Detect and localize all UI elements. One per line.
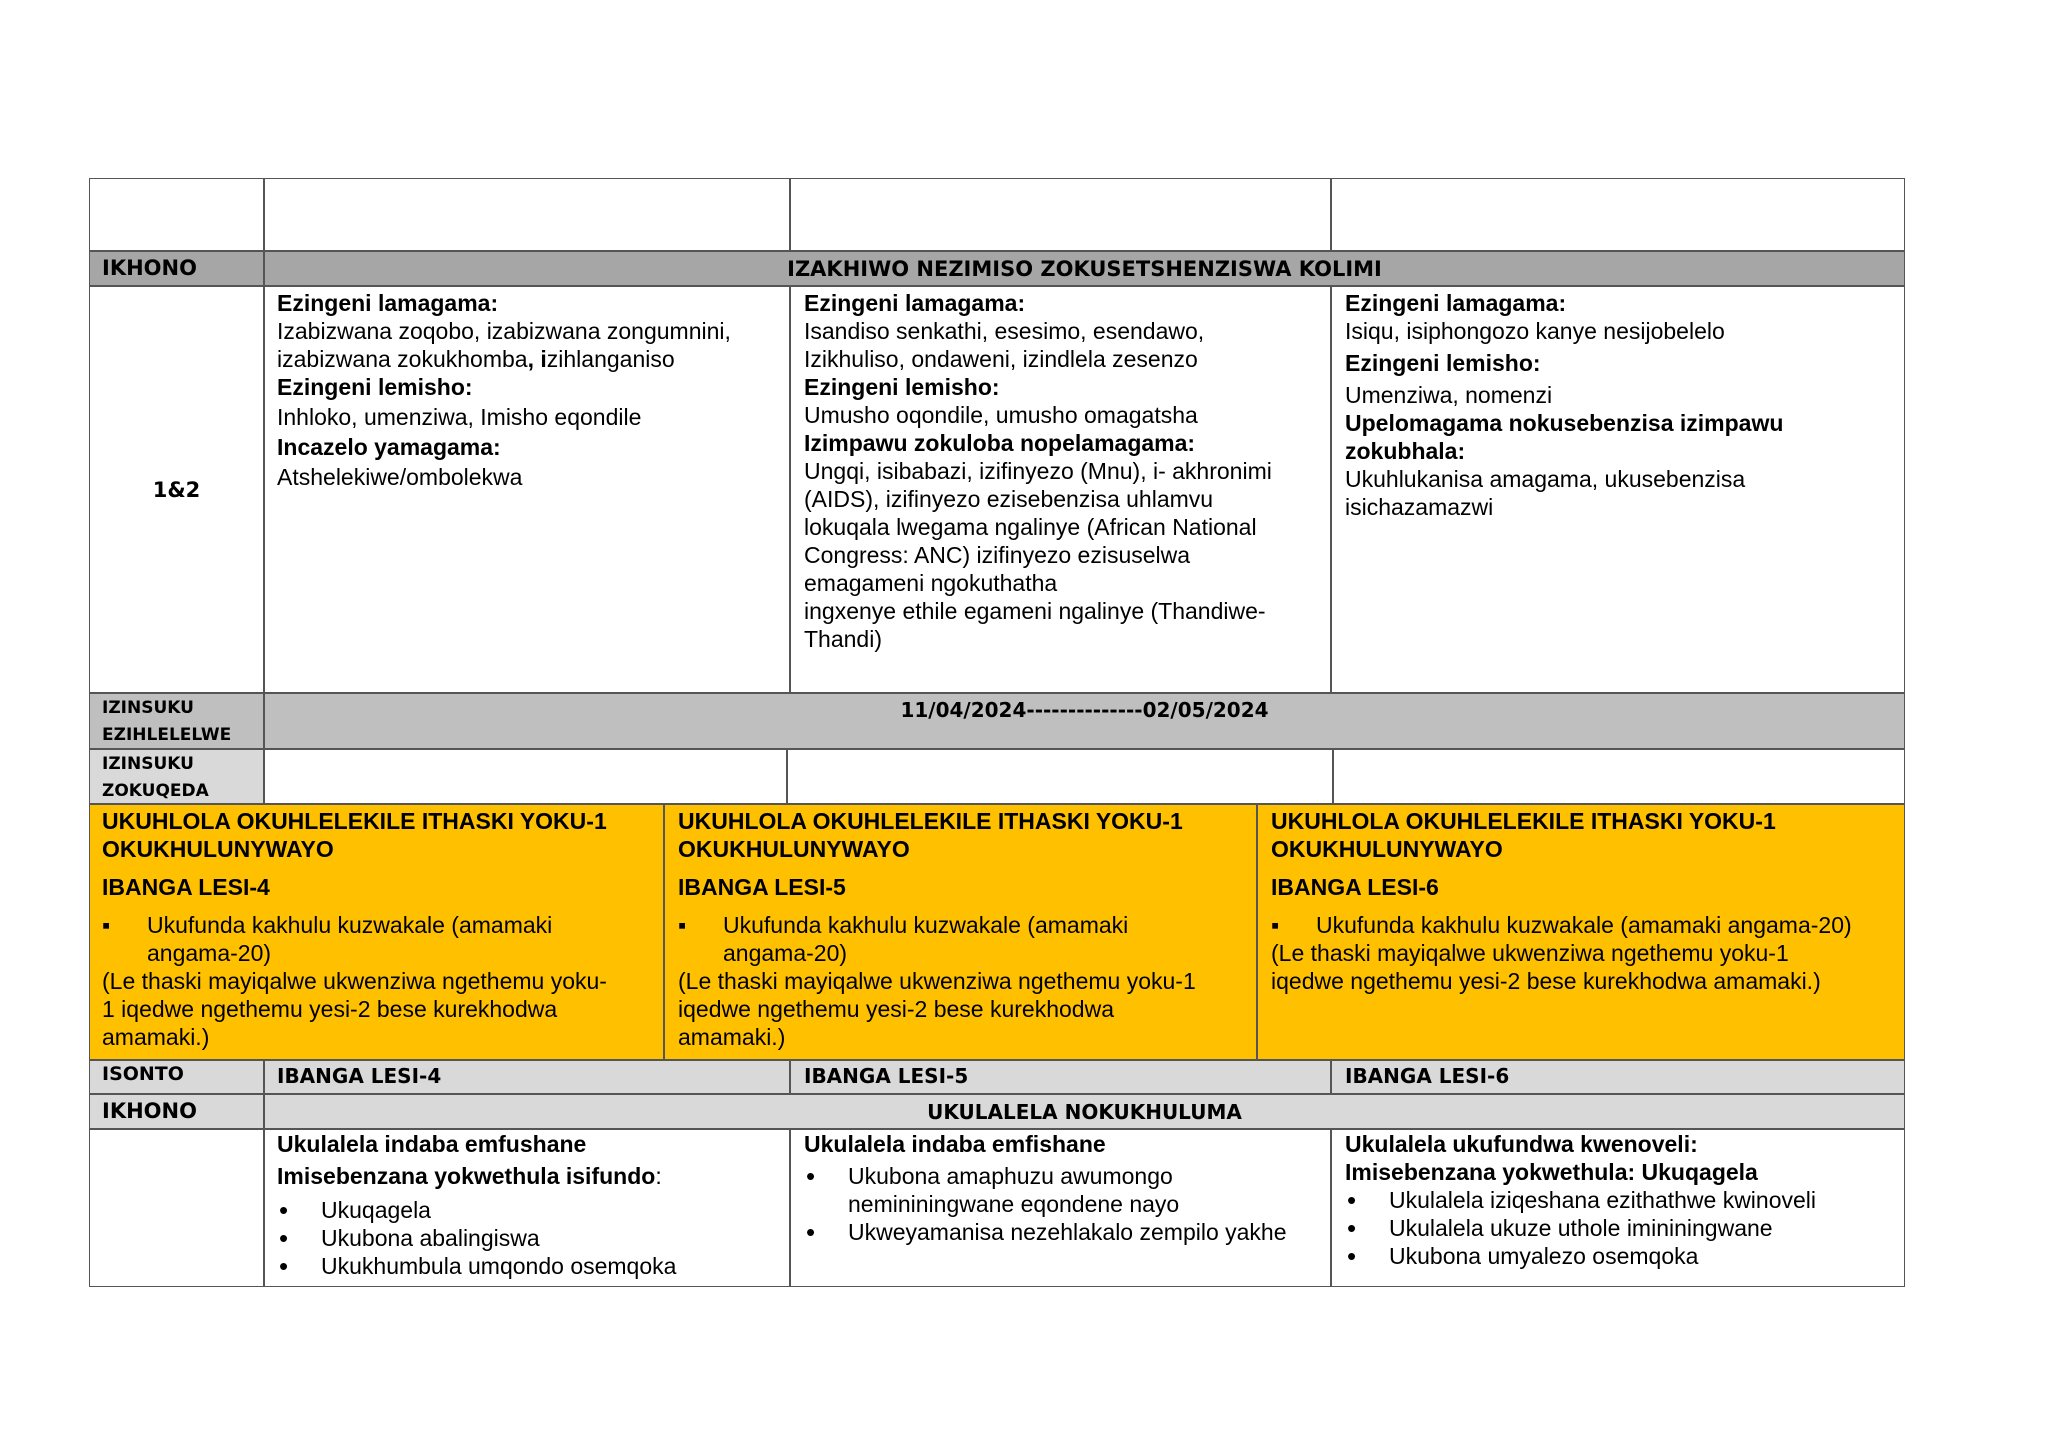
section-title-listening: UKULALELA NOKUKHULUMA (264, 1094, 1905, 1129)
body-line: Izabizwana zoqobo, izabizwana zongumnini, (277, 318, 731, 344)
assessment-note: (Le thaski mayiqalwe ukwenziwa ngethemu yoku-1 (678, 968, 1196, 994)
subheading-line (277, 1162, 777, 1190)
assessment-note: amamaki.) (678, 1024, 786, 1050)
planned-dates-value: 11/04/2024--------------02/05/2024 (264, 693, 1905, 749)
subheading: Incazelo yamagama: (277, 434, 501, 460)
assessment-task-grade4 (89, 804, 664, 1060)
empty-cell (790, 178, 1331, 251)
assessment-title: OKUKHULUNYWAYO (678, 836, 910, 862)
completion-date-cell (787, 749, 1333, 804)
assessment-bullet: ▪ Ukufunda kakhulu kuzwakale (amamaki angama-20) (1271, 911, 1891, 939)
language-structures-grade5 (790, 286, 1331, 693)
body-line: emagameni ngokuthatha (804, 570, 1058, 596)
assessment-bullet (102, 911, 651, 967)
body-line (277, 345, 777, 373)
subheading: Ukulalela indaba emfushane (277, 1131, 587, 1157)
subheading: Ukulalela ukufundwa kwenoveli: (1345, 1131, 1698, 1157)
subheading: Izimpawu zokuloba nopelamagama: (804, 430, 1196, 456)
subheading: Ukulalela indaba emfishane (804, 1131, 1106, 1157)
empty-cell (1331, 178, 1905, 251)
section-title-language-structures: IZAKHIWO NEZIMISO ZOKUSETSHENZISWA KOLIMI (264, 251, 1905, 286)
assessment-title: UKUHLOLA OKUHLELEKILE ITHASKI YOKU-1 (678, 808, 1183, 834)
body-line: lokuqala lwegama ngalinye (African National (804, 514, 1257, 540)
list-item: • Ukulalela ukuze uthole imininingwane (1345, 1214, 1891, 1242)
grade-label: IBANGA LESI-6 (1271, 874, 1439, 900)
grade-header: IBANGA LESI-5 (790, 1060, 1331, 1094)
subheading: zokubhala: (1345, 438, 1466, 464)
completion-dates-label: IZINSUKU ZOKUQEDA (89, 749, 264, 804)
grade-label: IBANGA LESI-5 (678, 874, 846, 900)
body-line: Ungqi, isibabazi, izifinyezo (Mnu), i- akhronimi (804, 458, 1272, 484)
empty-cell (264, 178, 790, 251)
list-item (804, 1162, 1317, 1218)
subheading: Ezingeni lamagama: (804, 290, 1026, 316)
skill-label: IKHONO (89, 1094, 264, 1129)
text-run: Ukufunda kakhulu kuzwakale (amamaki (147, 912, 553, 938)
list-item: • Ukubona abalingiswa (277, 1224, 777, 1252)
body-line: Izikhuliso, ondaweni, izindlela zesenzo (804, 346, 1198, 372)
empty-cell (89, 178, 264, 251)
empty-cell (89, 1129, 264, 1287)
language-structures-grade4 (264, 286, 790, 693)
body-line: Inhloko, umenziwa, Imisho eqondile (277, 404, 642, 430)
text-run: Ukubona amaphuzu awumongo (848, 1163, 1173, 1189)
assessment-title: UKUHLOLA OKUHLELEKILE ITHASKI YOKU-1 (102, 808, 607, 834)
text-run: , i (527, 346, 547, 372)
assessment-bullet (678, 911, 1243, 967)
assessment-note: (Le thaski mayiqalwe ukwenziwa ngethemu yoku-1 (1271, 940, 1789, 966)
assessment-title: OKUKHULUNYWAYO (1271, 836, 1503, 862)
subheading: Ezingeni lemisho: (277, 374, 473, 400)
body-line: Umenziwa, nomenzi (1345, 382, 1553, 408)
subheading: Ezingeni lamagama: (1345, 290, 1567, 316)
body-line: Atshelekiwe/ombolekwa (277, 464, 523, 490)
body-line: Congress: ANC) izifinyezo ezisuselwa (804, 542, 1191, 568)
body-line: Thandi) (804, 626, 882, 652)
listening-grade6 (1331, 1129, 1905, 1287)
text-run: angama-20) (723, 940, 848, 966)
assessment-note: iqedwe ngethemu yesi-2 bese kurekhodwa (678, 996, 1114, 1022)
list-item: • Ukweyamanisa nezehlakalo zempilo yakhe (804, 1218, 1317, 1246)
text-run: : (655, 1163, 662, 1189)
body-line: ingxenye ethile egameni ngalinye (Thandiwe- (804, 598, 1266, 624)
week-label: 1&2 (89, 286, 264, 693)
text-run: angama-20) (147, 940, 272, 966)
subheading: Ezingeni lemisho: (804, 374, 1000, 400)
body-line: Ukuhlukanisa amagama, ukusebenzisa (1345, 466, 1746, 492)
body-line: Umusho oqondile, umusho omagatsha (804, 402, 1198, 428)
assessment-title: OKUKHULUNYWAYO (102, 836, 334, 862)
assessment-note: 1 iqedwe ngethemu yesi-2 bese kurekhodwa (102, 996, 558, 1022)
assessment-note: iqedwe ngethemu yesi-2 bese kurekhodwa amamaki.) (1271, 968, 1821, 994)
assessment-task-grade5 (664, 804, 1257, 1060)
subheading: Ezingeni lemisho: (1345, 350, 1541, 376)
skill-label: IKHONO (89, 251, 264, 286)
subheading: Ezingeni lamagama: (277, 290, 499, 316)
assessment-title: UKUHLOLA OKUHLELEKILE ITHASKI YOKU-1 (1271, 808, 1776, 834)
text-run: nemininingwane eqondene nayo (848, 1191, 1180, 1217)
language-structures-grade6 (1331, 286, 1905, 693)
text-run: izabizwana zokukhomba (277, 346, 528, 372)
body-line: Isiqu, isiphongozo kanye nesijobelelo (1345, 318, 1725, 344)
planned-dates-label: IZINSUKU EZIHLELELWE (89, 693, 264, 749)
assessment-note: (Le thaski mayiqalwe ukwenziwa ngethemu yoku- (102, 968, 607, 994)
text-run: Imisebenzana yokwethula isifundo (277, 1163, 656, 1189)
text-run: zihlanganiso (546, 346, 675, 372)
grade-header: IBANGA LESI-6 (1331, 1060, 1905, 1094)
listening-grade4 (264, 1129, 790, 1287)
week-column-label: ISONTO (89, 1060, 264, 1094)
completion-date-cell (264, 749, 787, 804)
list-item: • Ukubona umyalezo osemqoka (1345, 1242, 1891, 1270)
body-line: (AIDS), izifinyezo ezisebenzisa uhlamvu (804, 486, 1214, 512)
list-item: • Ukulalela iziqeshana ezithathwe kwinoveli (1345, 1186, 1891, 1214)
listening-grade5 (790, 1129, 1331, 1287)
body-line: isichazamazwi (1345, 494, 1494, 520)
completion-date-cell (1333, 749, 1905, 804)
grade-header: IBANGA LESI-4 (264, 1060, 790, 1094)
assessment-task-grade6 (1257, 804, 1905, 1060)
list-item: • Ukuqagela (277, 1196, 777, 1224)
list-item: • Ukukhumbula umqondo osemqoka (277, 1252, 777, 1280)
grade-label: IBANGA LESI-4 (102, 874, 270, 900)
text-run: Ukufunda kakhulu kuzwakale (amamaki (723, 912, 1129, 938)
subheading: Upelomagama nokusebenzisa izimpawu (1345, 410, 1784, 436)
body-line: Isandiso senkathi, esesimo, esendawo, (804, 318, 1205, 344)
subheading: Imisebenzana yokwethula: Ukuqagela (1345, 1159, 1758, 1185)
assessment-note: amamaki.) (102, 1024, 210, 1050)
